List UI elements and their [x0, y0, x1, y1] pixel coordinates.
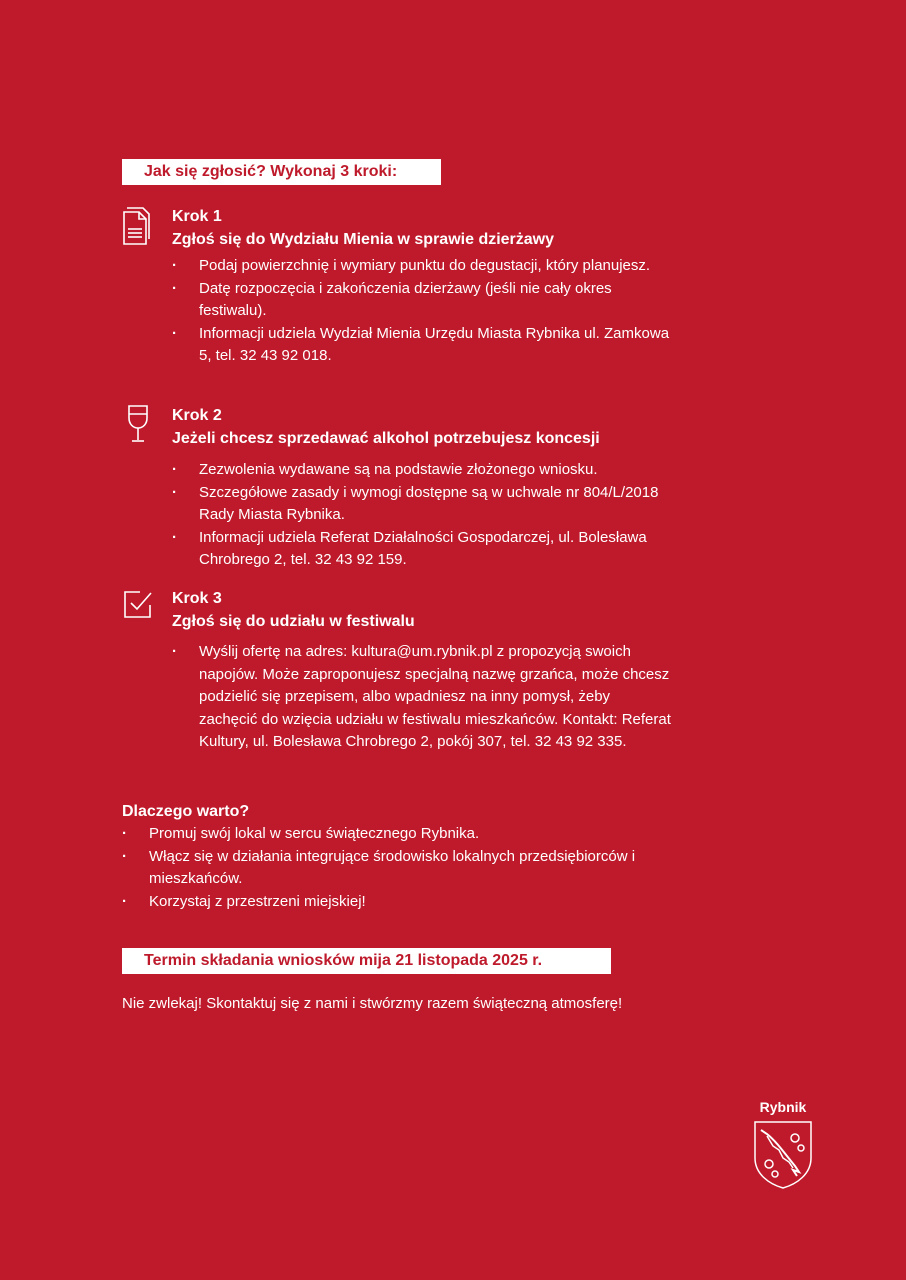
- bullet-item: · Informacji udziela Referat Działalności Gospodarczej, ul. Bolesława Chrobrego 2, tel. 32 43 92 159.: [172, 527, 672, 572]
- document-icon: [122, 205, 156, 245]
- why-item: · Korzystaj z przestrzeni miejskiej!: [122, 891, 702, 914]
- step-3-bullets: [172, 641, 672, 754]
- step-2-label: Krok 2: [172, 407, 222, 424]
- checkbox-icon: [122, 587, 156, 627]
- step-1-title: Zgłoś się do Wydziału Mienia w sprawie dzierżawy: [172, 231, 555, 248]
- bullet-item: · Zezwolenia wydawane są na podstawie złożonego wniosku.: [172, 459, 672, 482]
- why-section: [122, 800, 702, 913]
- step-3-heading: [172, 587, 415, 633]
- closing-text: Nie zwlekaj! Skontaktuj się z nami i stwórzmy razem świąteczną atmosferę!: [122, 995, 623, 1012]
- bullet-item: · Informacji udziela Wydział Mienia Urzędu Miasta Rybnika ul. Zamkowa 5, tel. 32 43 92 018.: [172, 323, 672, 368]
- why-heading: Dlaczego warto?: [122, 803, 250, 820]
- step-1-bullets: [172, 255, 672, 368]
- why-list: [122, 823, 702, 913]
- step-2-heading: [172, 404, 600, 450]
- how-to-apply-banner: Jak się zgłosić? Wykonaj 3 kroki:: [122, 159, 441, 185]
- step-1-heading: [172, 205, 554, 251]
- bullet-item: · Wyślij ofertę na adres: kultura@um.rybnik.pl z propozycją swoich napojów. Może zaproponujesz specjalną nazwę grzańca, może chcesz podzielić się przepisem, albo wpadniesz na inny pomysł, żeby zachęcić do wzięcia udziału w festiwalu mieszkańców. Kontakt: Referat Kultury, ul. Bolesława Chrobrego 2, pokój 307, tel. 32 43 92 335.: [172, 641, 672, 754]
- rybnik-logo: [750, 1098, 816, 1195]
- bullet-item: · Podaj powierzchnię i wymiary punktu do degustacji, który planujesz.: [172, 255, 672, 278]
- step-2-bullets: [172, 459, 672, 572]
- coat-of-arms-icon: [753, 1120, 813, 1190]
- step-2-title: Jeżeli chcesz sprzedawać alkohol potrzebujesz koncesji: [172, 430, 600, 447]
- why-item: · Włącz się w działania integrujące środowisko lokalnych przedsiębiorców i mieszkańców.: [122, 846, 674, 891]
- logo-text: Rybnik: [759, 1099, 807, 1115]
- step-3-label: Krok 3: [172, 590, 222, 607]
- step-1-label: Krok 1: [172, 208, 222, 225]
- why-item: · Promuj swój lokal w sercu świątecznego Rybnika.: [122, 823, 702, 846]
- bullet-item: · Szczegółowe zasady i wymogi dostępne są w uchwale nr 804/L/2018 Rady Miasta Rybnika.: [172, 482, 672, 527]
- bullet-item: · Datę rozpoczęcia i zakończenia dzierżawy (jeśli nie cały okres festiwalu).: [172, 278, 672, 323]
- wine-glass-icon: [122, 404, 156, 444]
- deadline-banner: Termin składania wniosków mija 21 listopada 2025 r.: [122, 948, 611, 974]
- step-3-title: Zgłoś się do udziału w festiwalu: [172, 613, 415, 630]
